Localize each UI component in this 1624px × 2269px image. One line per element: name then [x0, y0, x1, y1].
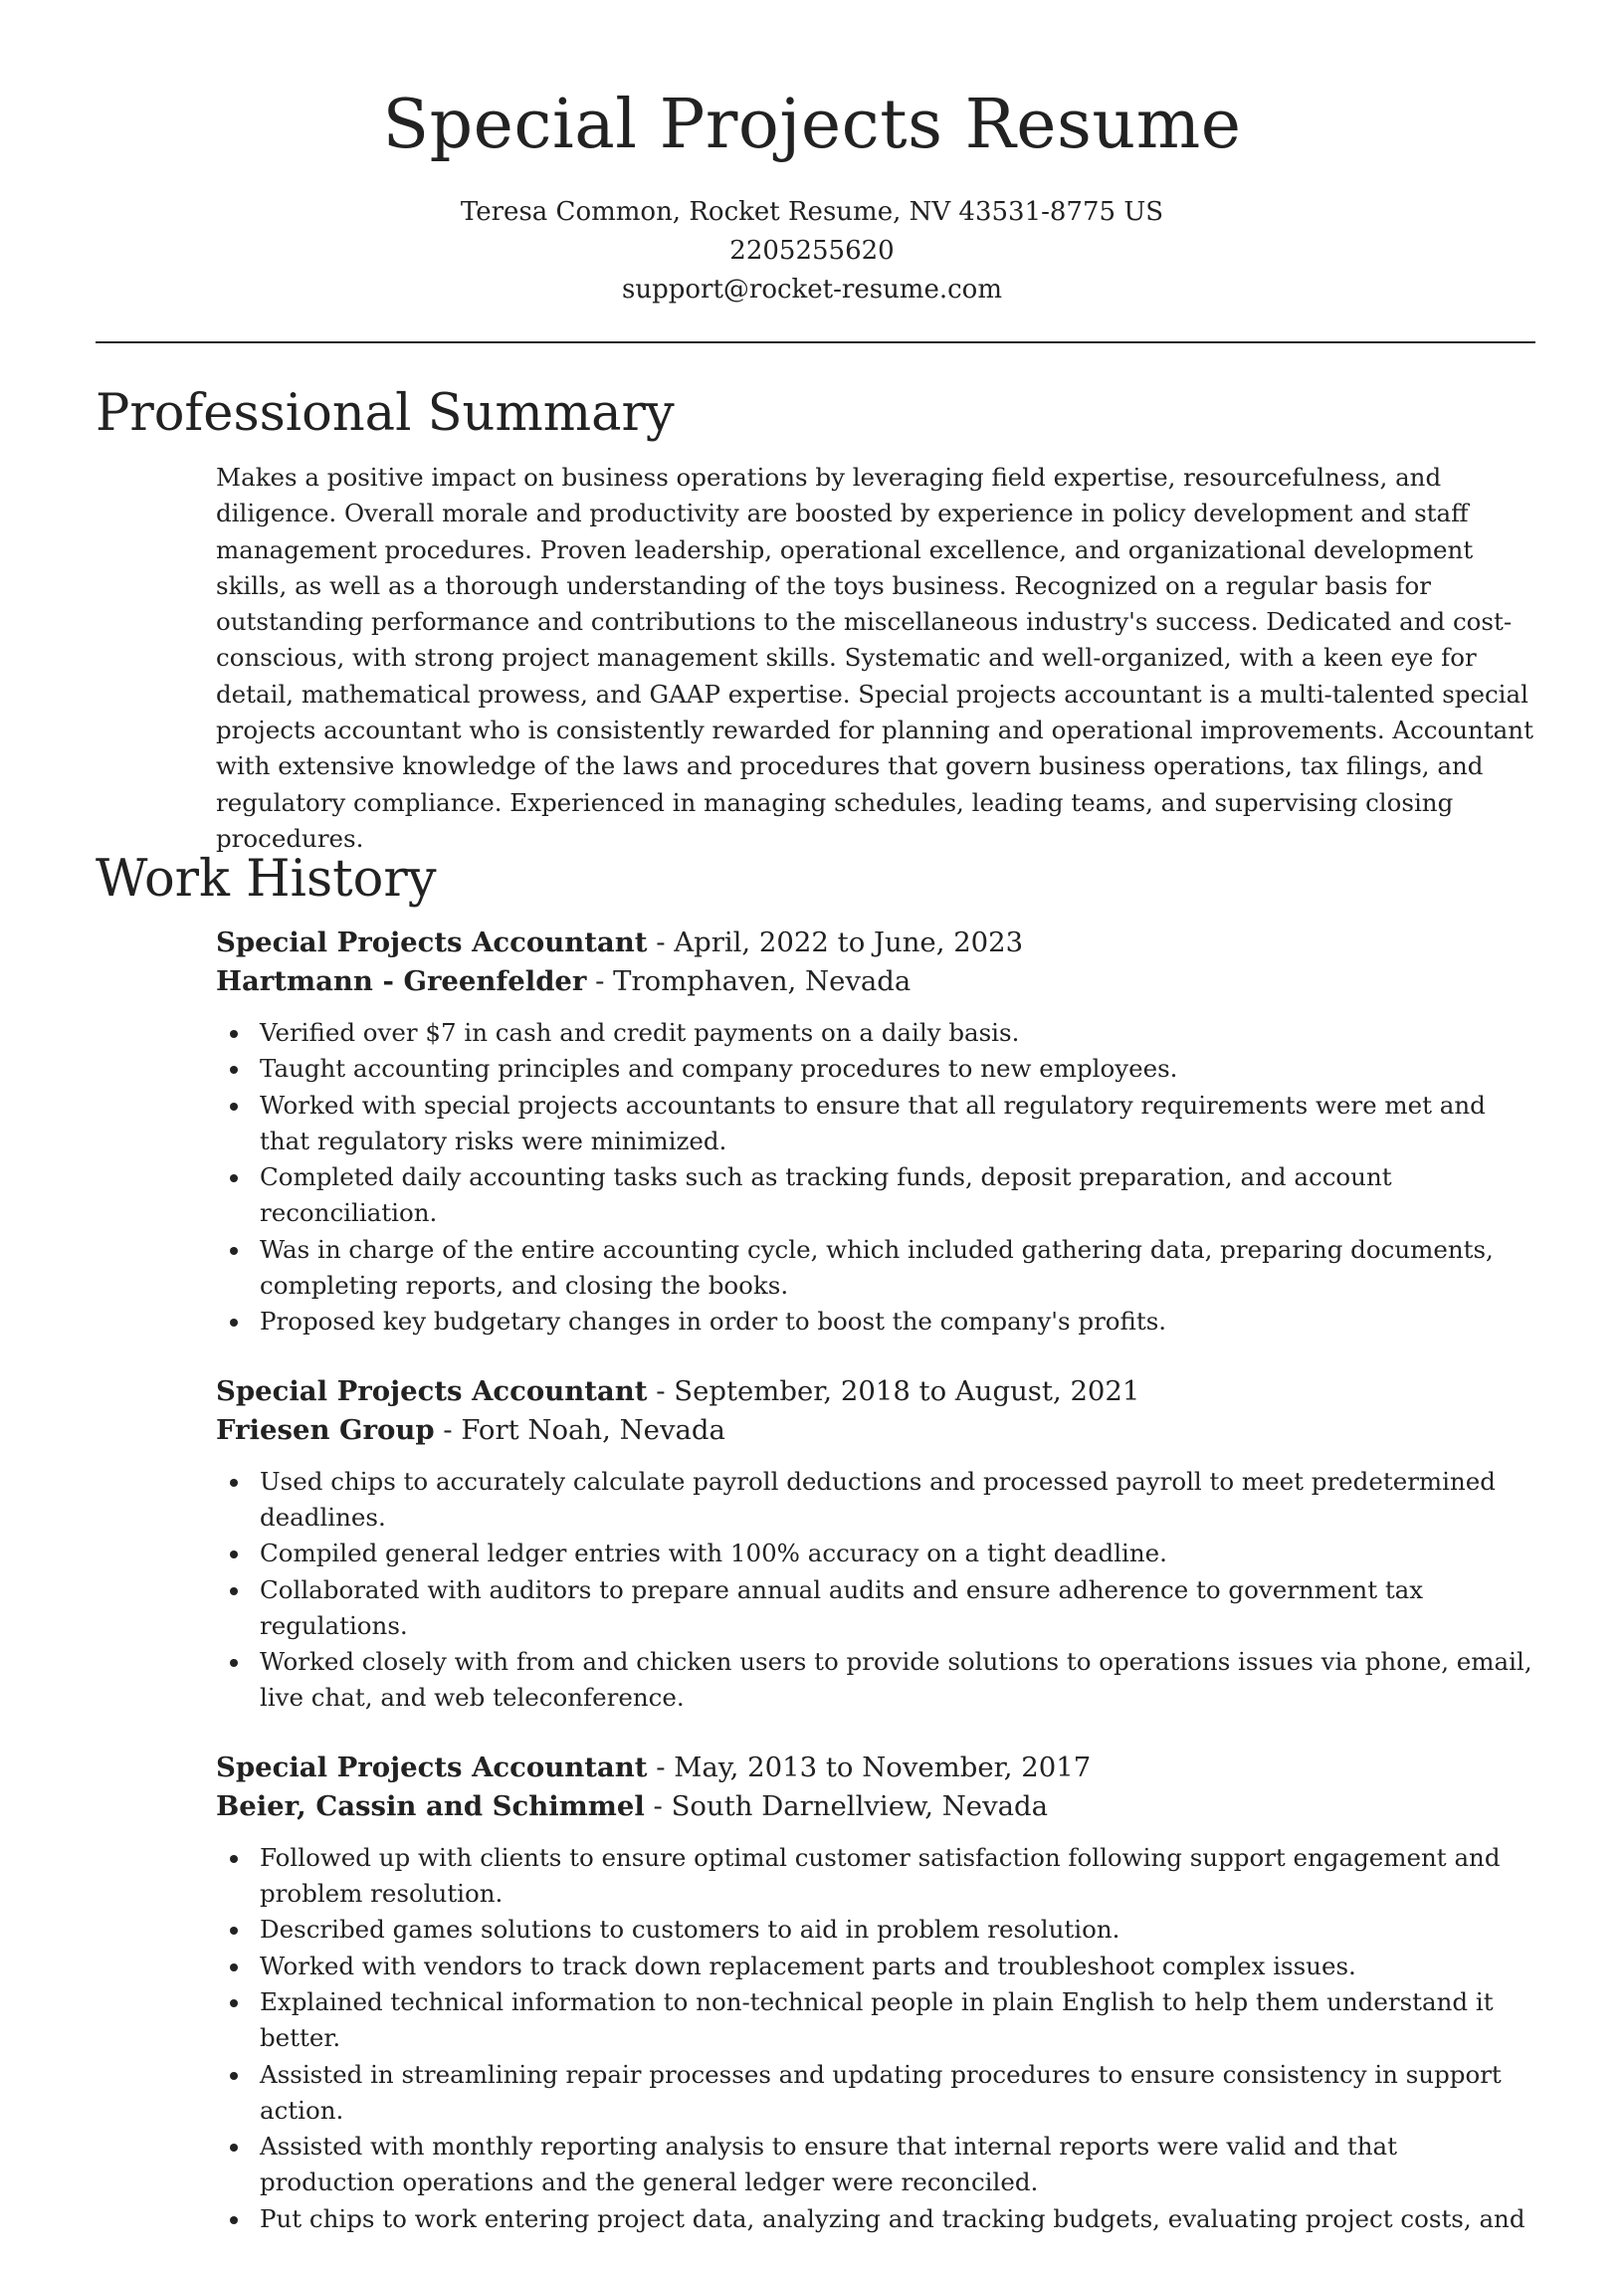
job-location: - Tromphaven, Nevada [586, 965, 912, 997]
job-dates: - May, 2013 to November, 2017 [647, 1751, 1092, 1783]
contact-phone: 2205255620 [729, 236, 895, 266]
job-bullet: Used chips to accurately calculate payroll deductions and processed payroll to meet predetermined deadlines. [260, 1464, 1539, 1537]
header-divider [96, 341, 1535, 343]
job-dates: - September, 2018 to August, 2021 [647, 1374, 1140, 1407]
resume-title: Special Projects Resume [382, 86, 1242, 164]
job-location: - South Darnellview, Nevada [644, 1789, 1048, 1822]
job-title: Special Projects Accountant [216, 1374, 648, 1407]
job-company-line [216, 1787, 1539, 1826]
job-bullet: Described games solutions to customers to aid in problem resolution. [260, 1912, 1539, 1948]
job-bullet: Assisted with monthly reporting analysis to ensure that internal reports were valid and that production operations and the general ledger were reconciled. [260, 2129, 1539, 2201]
job-company: Beier, Cassin and Schimmel [216, 1789, 645, 1822]
job-dates: - April, 2022 to June, 2023 [647, 927, 1024, 958]
job-entry [216, 924, 1539, 1341]
job-title: Special Projects Accountant [216, 1751, 648, 1783]
job-bullet: Followed up with clients to ensure optimal customer satisfaction following support engagement and problem resolution. [260, 1840, 1539, 1913]
resume-header [0, 0, 1624, 309]
job-company: Hartmann - Greenfelder [216, 965, 587, 997]
summary-heading: Professional Summary [96, 384, 675, 443]
job-bullet: Compiled general ledger entries with 100% accuracy on a tight deadline. [260, 1536, 1539, 1571]
job-bullet: Assisted in streamlining repair processes and updating procedures to ensure consistency in support action. [260, 2057, 1539, 2130]
job-company: Friesen Group [216, 1413, 435, 1446]
job-company-line [216, 1411, 1539, 1450]
contact-info [0, 193, 1624, 309]
job-bullets [216, 1464, 1539, 1717]
contact-address: Teresa Common, Rocket Resume, NV 43531-8775 US [460, 197, 1164, 227]
contact-email: support@rocket-resume.com [621, 275, 1002, 305]
job-bullets [216, 1840, 1539, 2237]
job-bullet: Was in charge of the entire accounting cycle, which included gathering data, preparing documents, completing reports, and closing the books. [260, 1232, 1539, 1305]
job-bullet: Worked with special projects accountants to ensure that all regulatory requirements were met and that regulatory risks were minimized. [260, 1088, 1539, 1160]
job-entry [216, 1372, 1539, 1717]
job-bullet: Worked with vendors to track down replacement parts and troubleshoot complex issues. [260, 1949, 1539, 1984]
job-bullet: Completed daily accounting tasks such as tracking funds, deposit preparation, and account reconciliation. [260, 1159, 1539, 1232]
job-location: - Fort Noah, Nevada [434, 1413, 725, 1446]
job-bullet: Explained technical information to non-technical people in plain English to help them understand it better. [260, 1984, 1539, 2057]
job-bullet: Taught accounting principles and company procedures to new employees. [260, 1051, 1539, 1087]
job-entry [216, 1749, 1539, 2237]
job-bullet: Proposed key budgetary changes in order to boost the company's profits. [260, 1304, 1539, 1340]
job-company-line [216, 962, 1539, 1001]
job-bullet: Collaborated with auditors to prepare annual audits and ensure adherence to government tax regulations. [260, 1572, 1539, 1645]
job-title: Special Projects Accountant [216, 927, 648, 958]
job-bullet: Put chips to work entering project data, analyzing and tracking budgets, evaluating project costs, and [260, 2201, 1539, 2237]
job-title-line [216, 924, 1539, 962]
work-history-list [216, 924, 1539, 2269]
job-bullet: Verified over $7 in cash and credit payments on a daily basis. [260, 1015, 1539, 1051]
job-title-line [216, 1749, 1539, 1787]
work-history-heading: Work History [96, 850, 437, 909]
job-bullets [216, 1015, 1539, 1341]
job-title-line [216, 1372, 1539, 1411]
summary-text: Makes a positive impact on business operations by leveraging field expertise, resourcefulness, and diligence. Overall morale and productivity are boosted by experience in policy development and staff management procedures. Proven leadership, operational excellence, and organizational development skills, as well as a thorough understanding of the toys business. Recognized on a regular basis for outstanding performance and contributions to the miscellaneous industry's success. Dedicated and cost-conscious, with strong project management skills. Systematic and well-organized, with a keen eye for detail, mathematical prowess, and GAAP expertise. Special projects accountant is a multi-talented special projects accountant who is consistently rewarded for planning and operational improvements. Accountant with extensive knowledge of the laws and procedures that govern business operations, tax filings, and regulatory compliance. Experienced in managing schedules, leading teams, and supervising closing procedures. [216, 463, 1533, 853]
job-bullet: Worked closely with from and chicken users to provide solutions to operations issues via phone, email, live chat, and web teleconference. [260, 1644, 1539, 1717]
